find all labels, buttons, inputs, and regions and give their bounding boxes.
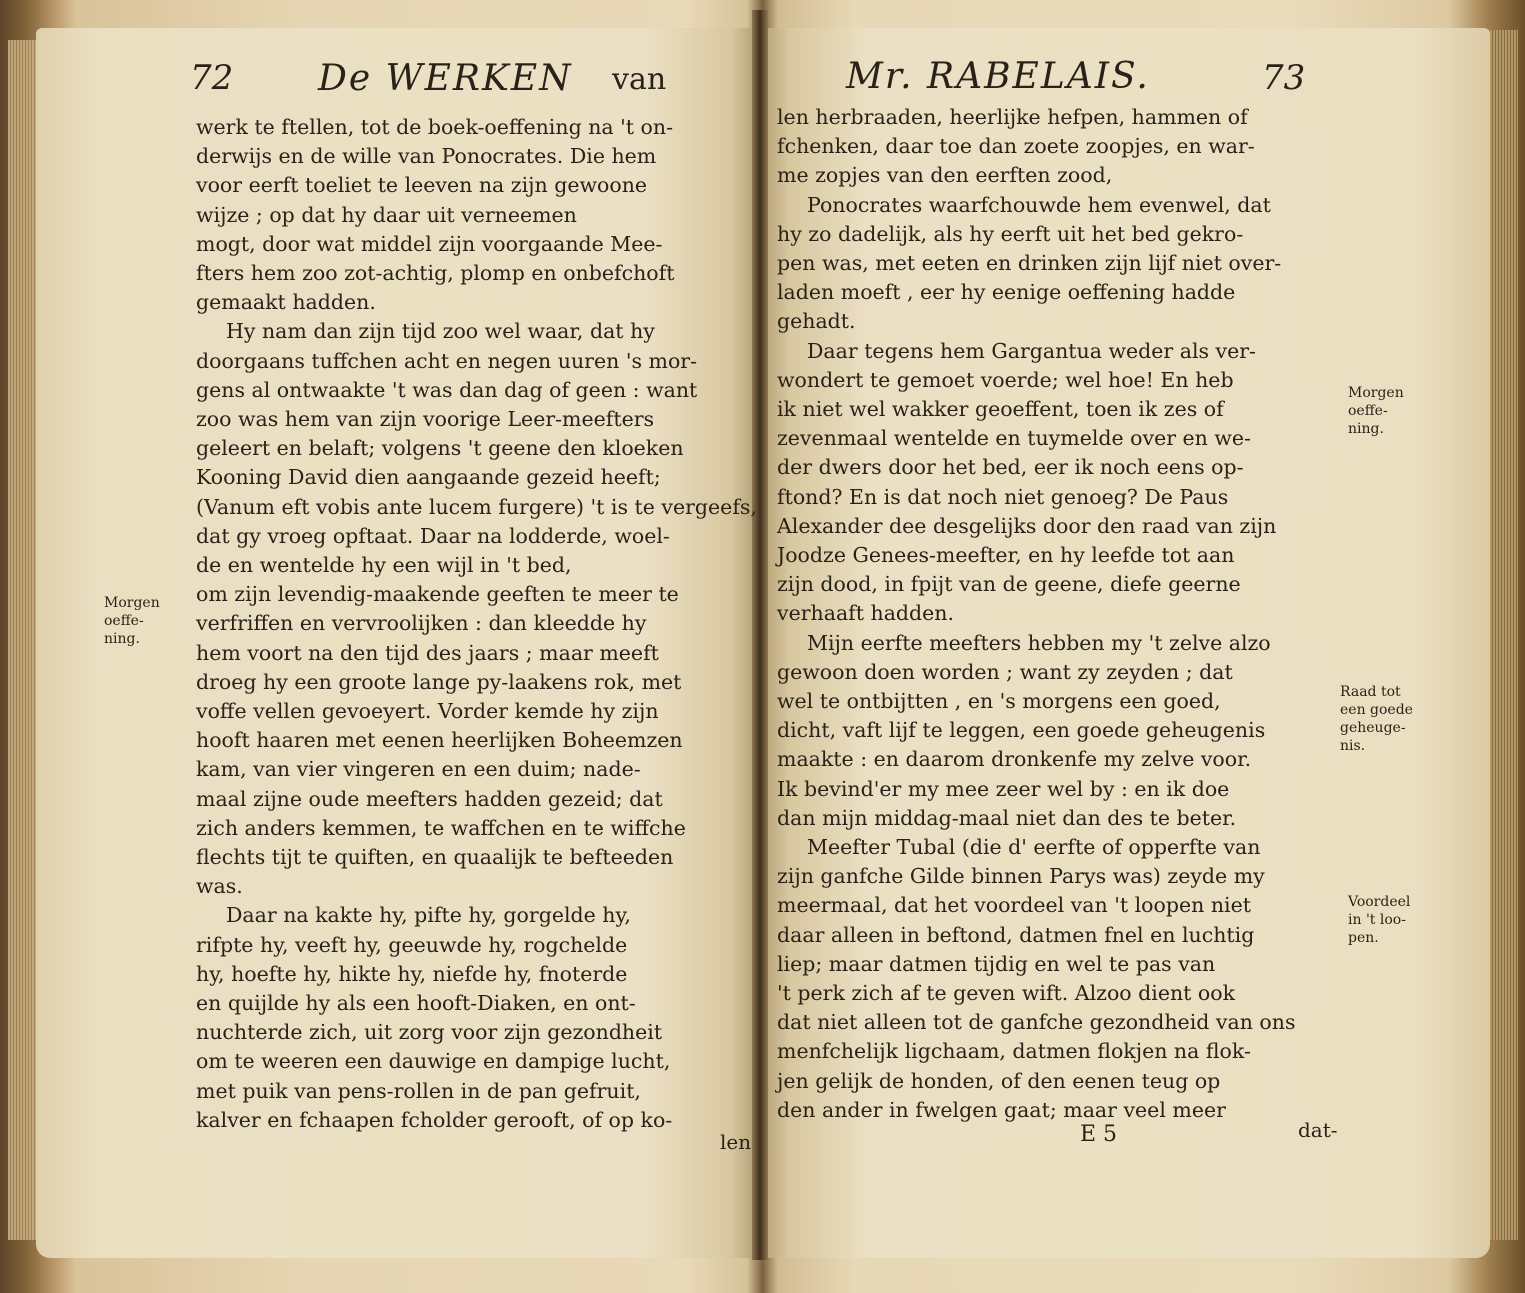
text-line: was.	[196, 874, 243, 899]
signature-mark: E 5	[1080, 1122, 1118, 1147]
text-line: gemaakt hadden.	[196, 290, 376, 315]
text-line: ik niet wel wakker geoeffent, toen ik zes of	[777, 397, 1224, 421]
text-line: fchenken, daar toe dan zoete zoopjes, en war-	[777, 134, 1255, 159]
text-line: jen gelijk de honden, of den eenen teug op	[777, 1068, 1221, 1093]
text-line: Joodze Genees-meefter, en hy leefde tot aan	[777, 543, 1235, 567]
book-gutter	[752, 10, 768, 1260]
text-line: zich anders kemmen, te waffchen en te wiffche	[196, 815, 686, 840]
text-line: Kooning David dien aangaande gezeid heeft;	[196, 465, 661, 490]
text-line: om te weeren een dauwige en dampige lucht,	[196, 1049, 671, 1074]
text-line: maal zijne oude meefters hadden gezeid; dat	[196, 786, 663, 811]
left-page-edges	[8, 40, 36, 1240]
left-page-number: 72	[190, 58, 234, 98]
text-line: dat gy vroeg opftaat. Daar na lodderde, woel-	[196, 523, 670, 548]
text-line: dan mijn middag-maal niet dan des te beter.	[777, 805, 1237, 830]
text-line: voor eerft toeliet te leeven na zijn gewoone	[196, 173, 648, 198]
text-line: kalver en fchaapen fcholder gerooft, of op ko-	[196, 1107, 673, 1132]
right-catchword: dat-	[1298, 1118, 1338, 1142]
text-line: rifpte hy, veeft hy, geeuwde hy, rogchelde	[196, 932, 628, 957]
text-line: Daar tegens hem Gargantua weder als ver-	[807, 338, 1256, 363]
text-line: maakte : en daarom dronkenfe my zelve voor.	[777, 747, 1252, 772]
text-line: nuchterde zich, uit zorg voor zijn gezondheit	[196, 1020, 663, 1045]
text-line: wel te ontbijtten , en 's morgens een goed,	[777, 689, 1221, 713]
text-line: Hy nam dan zijn tijd zoo wel waar, dat hy	[226, 319, 655, 344]
text-line: hem voort na den tijd des jaars ; maar meeft	[196, 640, 659, 665]
text-line: voffe vellen gevoeyert. Vorder kemde hy zijn	[196, 699, 659, 723]
text-line: daar alleen in beftond, datmen fnel en luchtig	[777, 922, 1255, 947]
text-line: verhaaft hadden.	[777, 601, 955, 626]
text-line: met puik van pens-rollen in de pan gefruit,	[196, 1078, 641, 1103]
text-line: mogt, door wat middel zijn voorgaande Mee-	[196, 231, 663, 256]
text-line: len herbraaden, heerlijke hefpen, hammen of	[777, 105, 1248, 129]
right-margin-note-2: Raad tot een goede geheuge- nis.	[1340, 684, 1413, 754]
left-running-title: De WERKEN	[318, 58, 573, 99]
text-line: wondert te gemoet voerde; wel hoe! En heb	[777, 367, 1234, 392]
text-line: hy, hoefte hy, hikte hy, niefde hy, fnoterde	[196, 961, 628, 986]
text-line: hy zo dadelijk, als hy eerft uit het bed gekro-	[777, 221, 1244, 246]
text-line: de en wentelde hy een wijl in 't bed,	[196, 553, 572, 577]
left-running-title-van: van	[612, 62, 667, 97]
text-line: liep; maar datmen tijdig en wel te pas van	[777, 951, 1216, 976]
text-line: Alexander dee desgelijks door den raad van zijn	[777, 513, 1277, 538]
left-margin-note: Morgen oeffe- ning.	[104, 595, 160, 647]
text-line: Meefter Tubal (die d' eerfte of opperfte van	[807, 835, 1261, 859]
text-line: laden moeft , eer hy eenige oeffening hadde	[777, 280, 1236, 305]
text-line: pen was, met eeten en drinken zijn lijf niet over-	[777, 251, 1282, 275]
text-line: verfriffen en vervroolijken : dan kleedde hy	[196, 611, 647, 636]
text-line: doorgaans tuffchen acht en negen uuren 's mor-	[196, 348, 698, 373]
text-line: gens al ontwaakte 't was dan dag of geen : want	[196, 377, 698, 402]
text-line: droeg hy een groote lange py-laakens rok, met	[196, 669, 682, 694]
text-line: dat niet alleen tot de ganfche gezondheid van ons	[777, 1010, 1296, 1035]
text-line: zoo was hem van zijn voorige Leer-meefters	[196, 407, 655, 431]
text-line: meermaal, dat het voordeel van 't loopen niet	[777, 893, 1251, 918]
text-line: der dwers door het bed, eer ik noch eens op-	[777, 455, 1244, 480]
text-line: Mijn eerfte meefters hebben my 't zelve alzo	[807, 630, 1271, 655]
text-line: Ponocrates waarfchouwde hem evenwel, dat	[807, 192, 1271, 217]
text-line: zijn dood, in fpijt van de geene, diefe geerne	[777, 572, 1241, 597]
left-catchword: len	[720, 1130, 752, 1154]
text-line: kam, van vier vingeren en een duim; nade-	[196, 757, 641, 782]
text-line: om zijn levendig-maakende geeften te meer te	[196, 582, 679, 607]
right-margin-note-3: Voordeel in 't loo- pen.	[1348, 894, 1411, 946]
text-line: den ander in fwelgen gaat; maar veel meer	[777, 1097, 1226, 1122]
text-line: 't perk zich af te geven wift. Alzoo dient ook	[777, 981, 1236, 1005]
text-line: derwijs en de wille van Ponocrates. Die hem	[196, 144, 657, 169]
text-line: gehadt.	[777, 309, 856, 334]
text-line: hooft haaren met eenen heerlijken Boheemzen	[196, 728, 683, 753]
text-line: werk te ftellen, tot de boek-oeffening na 't on-	[196, 115, 674, 139]
text-line: ftond? En is dat noch niet genoeg? De Paus	[777, 484, 1229, 509]
text-line: (Vanum eft vobis ante lucem furgere) 't is te vergeefs,	[196, 494, 757, 519]
text-line: dicht, vaft lijf te leggen, een goede geheugenis	[777, 718, 1266, 743]
text-line: menfchelijk ligchaam, datmen flokjen na flok-	[777, 1039, 1251, 1064]
text-line: wijze ; op dat hy daar uit verneemen	[196, 202, 577, 227]
text-line: flechts tijt te quiften, en quaalijk te befteeden	[196, 845, 674, 869]
text-line: zijn ganfche Gilde binnen Parys was) zeyde my	[777, 864, 1265, 889]
right-margin-note-1: Morgen oeffe- ning.	[1348, 385, 1404, 437]
text-line: zevenmaal wentelde en tuymelde over en we-	[777, 426, 1251, 451]
right-running-title: Mr. RABELAIS.	[846, 56, 1150, 97]
text-line: Ik bevind'er my mee zeer wel by : en ik doe	[777, 776, 1230, 801]
right-page-number: 73	[1262, 58, 1306, 98]
right-page-edges	[1490, 30, 1518, 1240]
text-line: fters hem zoo zot-achtig, plomp en onbefchoft	[196, 261, 675, 285]
text-line: en quijlde hy als een hooft-Diaken, en ont-	[196, 991, 636, 1015]
text-line: me zopjes van den eerften zood,	[777, 163, 1113, 188]
text-line: gewoon doen worden ; want zy zeyden ; dat	[777, 659, 1233, 684]
text-line: geleert en belaft; volgens 't geene den kloeken	[196, 436, 684, 461]
text-line: Daar na kakte hy, pifte hy, gorgelde hy,	[226, 903, 631, 928]
